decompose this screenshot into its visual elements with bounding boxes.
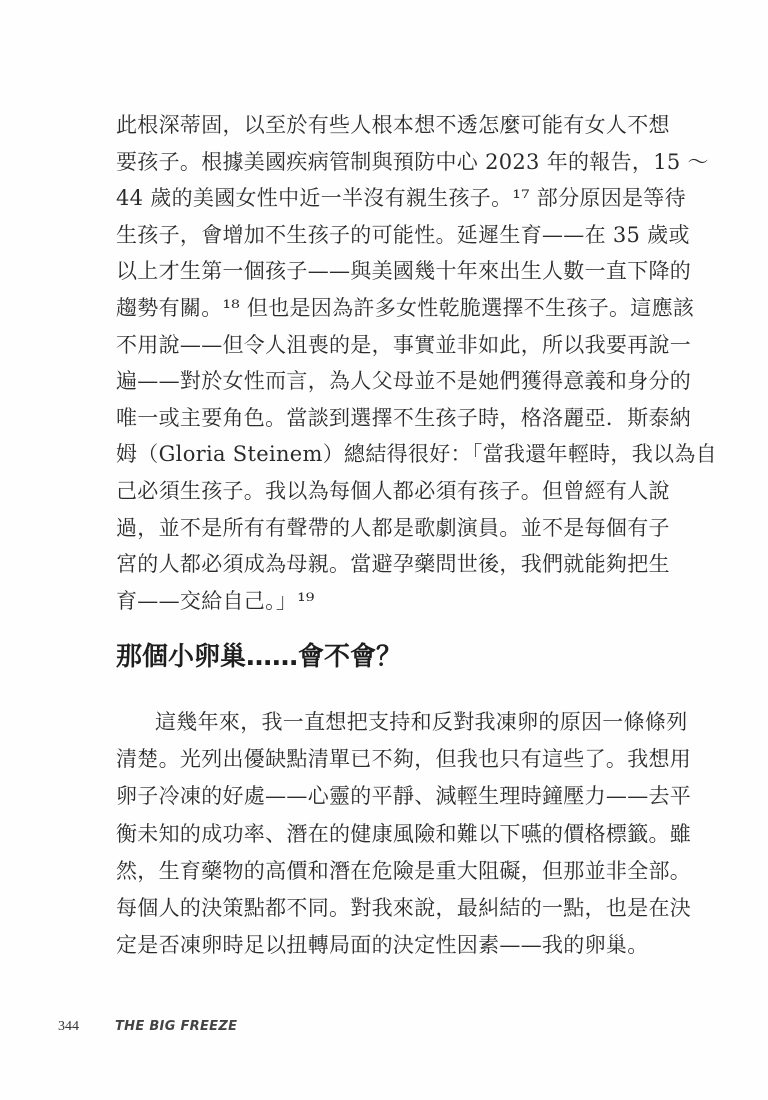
text-line: 唯一或主要角色。當談到選擇不生孩子時，格洛麗亞．斯泰納 [116,405,692,430]
text-line: 育——交給自己。」¹⁹ [116,588,315,613]
running-title: THE BIG FREEZE [115,1019,238,1034]
text-line: 以上才生第一個孩子——與美國幾十年來出生人數一直下降的 [116,259,692,284]
text-line: 姆（Gloria Steinem）總結得很好：「當我還年輕時，我以為自 [116,442,717,467]
text-line: 每個人的決策點都不同。對我來說，最糾結的一點，也是在決 [116,896,692,920]
text-line: 此根深蒂固，以至於有些人根本想不透怎麼可能有女人不想 [116,113,670,137]
text-line: 清楚。光列出優缺點清單已不夠，但我也只有這些了。我想用 [116,747,692,772]
text-line: 趨勢有關。¹⁸ 但也是因為許多女性乾脆選擇不生孩子。這應該 [116,296,695,320]
text-line: 要孩子。根據美國疾病管制與預防中心 2023 年的報告，15 ～ [116,149,709,174]
section-heading: 那個小卵巢……會不會？ [116,642,403,672]
text-line: 衡未知的成功率、潛在的健康風險和難以下嚥的價格標籤。雖 [116,821,692,846]
text-line: 這幾年來，我一直想把支持和反對我凍卵的原因一條條列 [155,710,688,734]
text-line: 不用說——但令人沮喪的是，事實並非如此，所以我要再說一 [116,332,692,357]
text-line: 然，生育藥物的高價和潛在危險是重大阻礙，但那並非全部。 [116,858,692,883]
text-line: 過，並不是所有有聲帶的人都是歌劇演員。並不是每個有子 [116,515,670,540]
text-line: 己必須生孩子。我以為每個人都必須有孩子。但曾經有人說 [116,479,670,503]
text-line: 卵子冷凍的好處——心靈的平靜、減輕生理時鐘壓力——去平 [116,784,692,809]
text-line: 宮的人都必須成為母親。當避孕藥問世後，我們就能夠把生 [116,552,670,577]
text-line: 定是否凍卵時足以扭轉局面的決定性因素——我的卵巢。 [116,933,649,958]
text-line: 生孩子，會增加不生孩子的可能性。延遲生育——在 35 歲或 [116,222,690,247]
page-number: 344 [58,1019,79,1034]
text-line: 44 歲的美國女性中近一半沒有親生孩子。¹⁷ 部分原因是等待 [116,186,686,211]
text-line: 遍——對於女性而言，為人父母並不是她們獲得意義和身分的 [116,369,692,394]
